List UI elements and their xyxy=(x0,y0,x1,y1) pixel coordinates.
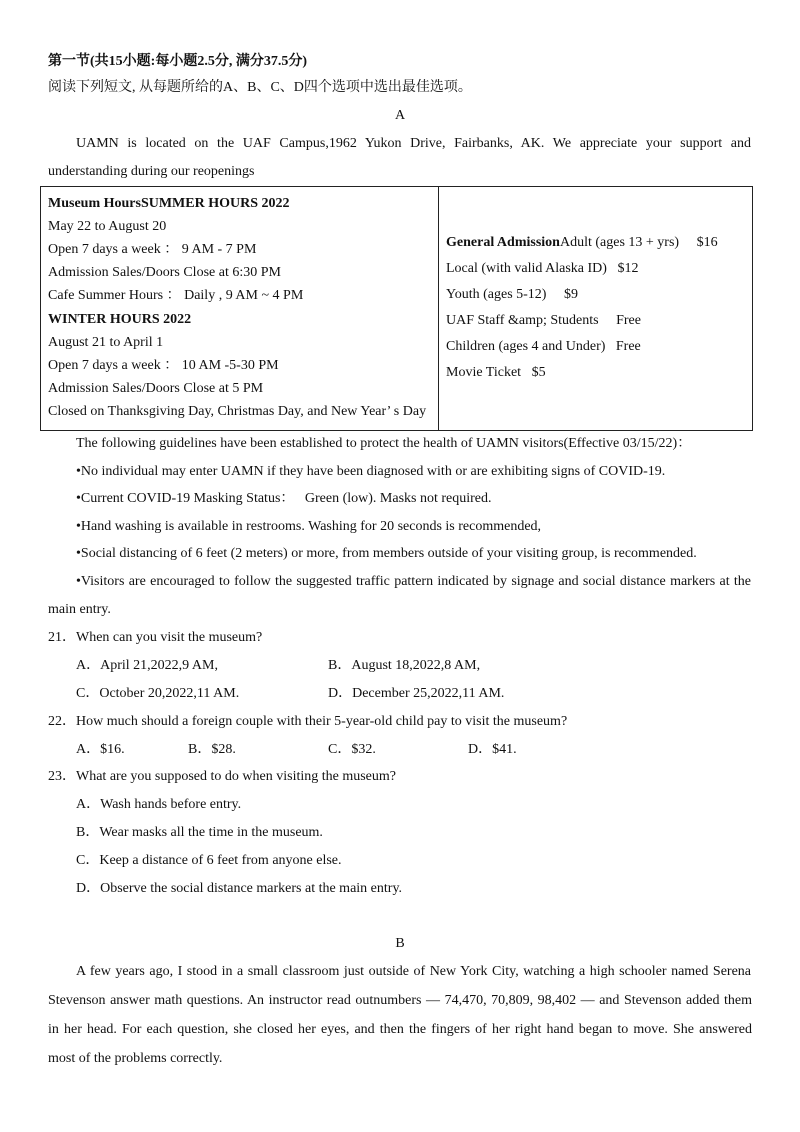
passage-b-letter: B xyxy=(395,936,405,951)
winter-dates: August 21 to April 1 xyxy=(48,335,164,350)
summer-dates: May 22 to August 20 xyxy=(48,219,167,234)
summer-open: Open 7 days a week ： 9 AM - 7 PM xyxy=(48,242,257,257)
passage-b-line: most of the problems correctly. xyxy=(48,1051,223,1066)
guideline-item: •No individual may enter UAMN if they have been diagnosed with or are exhibiting signs of COVID-19. xyxy=(76,464,666,479)
admission-row-adult xyxy=(446,233,718,253)
q22-option-a: A．$16. xyxy=(76,742,125,757)
general-admission-title: General Admission xyxy=(446,235,560,250)
q23-option-a: A．Wash hands before entry. xyxy=(76,797,242,812)
summer-hours-title: Museum HoursSUMMER HOURS 2022 xyxy=(48,196,290,211)
passage-a-intro-line2: understanding during our reopenings xyxy=(48,164,255,179)
q23-option-b: B．Wear masks all the time in the museum. xyxy=(76,825,323,840)
question-21-stem: 21．When can you visit the museum? xyxy=(48,630,263,645)
admission-youth: Youth (ages 5-12) $9 xyxy=(446,287,578,302)
passage-a-letter: A xyxy=(394,108,406,123)
admission-adult: Adult (ages 13 + yrs) $16 xyxy=(559,235,718,250)
q21-option-a: A．April 21,2022,9 AM, xyxy=(76,658,218,673)
guideline-item: •Social distancing of 6 feet (2 meters) or more, from members outside of your visiting group, is recommended. xyxy=(76,546,697,561)
guideline-item: •Current COVID-19 Masking Status： Green (low). Masks not required. xyxy=(76,491,492,506)
admission-staff: UAF Staff &amp; Students Free xyxy=(446,313,641,328)
instruction-text: 阅读下列短文, 从每题所给的A、B、C、D四个选项中选出最佳选项。 xyxy=(48,80,472,95)
winter-open: Open 7 days a week ： 10 AM -5-30 PM xyxy=(48,358,279,373)
passage-b-line: A few years ago, I stood in a small classroom just outside of New York City, watching a high schooler named Serena xyxy=(76,964,751,979)
admission-children: Children (ages 4 and Under) Free xyxy=(446,339,641,354)
admission-movie: Movie Ticket $5 xyxy=(446,365,546,380)
passage-b-line: Stevenson answer math questions. An instructor read outnumbers — 74,470, 70,809, 98,402 — and Stevenson added them xyxy=(48,993,752,1008)
question-22-stem: 22．How much should a foreign couple with their 5-year-old child pay to visit the museum? xyxy=(48,714,568,729)
closed-days: Closed on Thanksgiving Day, Christmas Day, and New Year’ s Day xyxy=(48,404,427,419)
q23-option-d: D．Observe the social distance markers at the main entry. xyxy=(76,881,403,896)
table-divider xyxy=(438,187,439,430)
q22-option-c: C．$32. xyxy=(328,742,376,757)
q21-option-b: B．August 18,2022,8 AM, xyxy=(328,658,481,673)
passage-a-intro-line1: UAMN is located on the UAF Campus,1962 Yukon Drive, Fairbanks, AK. We appreciate your support and xyxy=(76,136,751,151)
winter-close: Admission Sales/Doors Close at 5 PM xyxy=(48,381,264,396)
q23-option-c: C．Keep a distance of 6 feet from anyone else. xyxy=(76,853,342,868)
summer-close: Admission Sales/Doors Close at 6:30 PM xyxy=(48,265,281,280)
winter-hours-title: WINTER HOURS 2022 xyxy=(48,312,192,327)
q21-option-d: D．December 25,2022,11 AM. xyxy=(328,686,505,701)
guidelines-intro: The following guidelines have been established to protect the health of UAMN visitors(Effective 03/15/22)： xyxy=(76,436,692,451)
guideline-item: •Hand washing is available in restrooms. Washing for 20 seconds is recommended, xyxy=(76,519,542,534)
q21-option-c: C．October 20,2022,11 AM. xyxy=(76,686,240,701)
guideline-item: •Visitors are encouraged to follow the suggested traffic pattern indicated by signage and social distance markers at the xyxy=(76,574,751,589)
guideline-item-continued: main entry. xyxy=(48,602,111,617)
q22-option-b: B．$28. xyxy=(188,742,236,757)
museum-info-table xyxy=(40,186,753,431)
admission-local: Local (with valid Alaska ID) $12 xyxy=(446,261,639,276)
passage-b-line: in her head. For each question, she closed her eyes, and then the fingers of her right hand began to move. She answered xyxy=(48,1022,752,1037)
summer-cafe: Cafe Summer Hours ： Daily , 9 AM ~ 4 PM xyxy=(48,288,304,303)
q22-option-d: D．$41. xyxy=(468,742,517,757)
section-header: 第一节(共15小题:每小题2.5分, 满分37.5分) xyxy=(48,54,307,69)
question-23-stem: 23．What are you supposed to do when visiting the museum? xyxy=(48,769,396,784)
